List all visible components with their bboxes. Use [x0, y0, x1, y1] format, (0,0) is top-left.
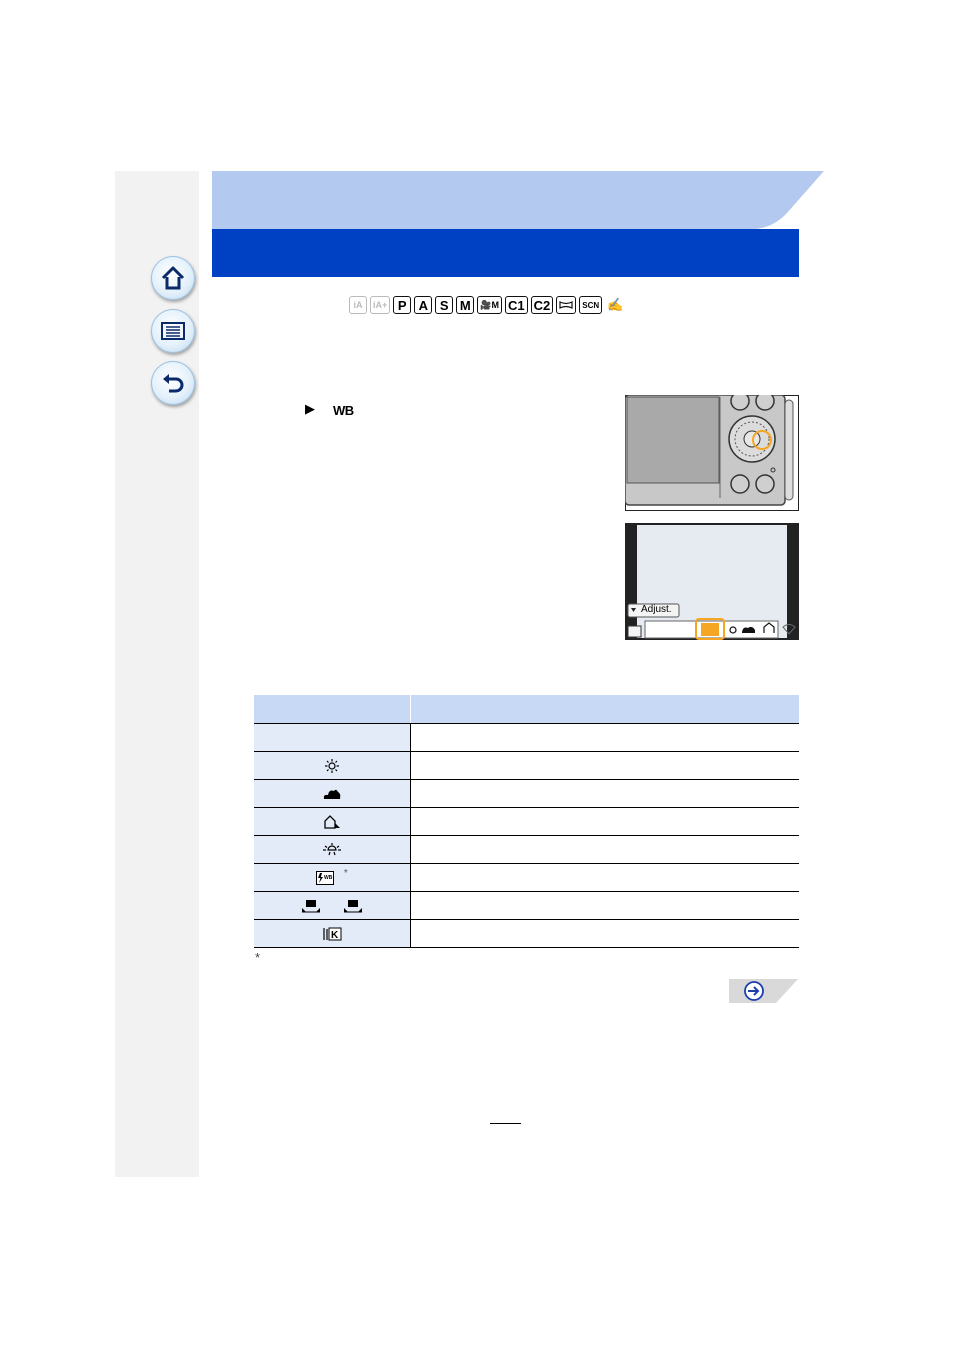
table-cell-icon [254, 807, 411, 835]
table-row [254, 891, 799, 919]
step-arrow-icon: ▶ [305, 401, 315, 416]
table-cell-icon [254, 891, 411, 919]
mode-c1: C1 [505, 296, 528, 314]
table-header-col1 [254, 695, 411, 723]
mode-c2: C2 [531, 296, 554, 314]
white-balance-table [254, 695, 799, 948]
next-page-arrow-icon [745, 982, 763, 1000]
mode-s: S [435, 296, 453, 314]
svg-text:WB: WB [324, 874, 333, 881]
table-cell-icon [254, 835, 411, 863]
next-page-button[interactable] [729, 979, 798, 1003]
footnote: * [255, 950, 261, 965]
back-arrow-icon [159, 369, 187, 397]
mode-scn: SCN [579, 296, 602, 314]
table-cell-icon [254, 919, 411, 947]
table-cell-desc [411, 835, 800, 863]
shade-icon [323, 815, 341, 829]
mode-p: P [393, 296, 411, 314]
creative-control-icon: ✍ [607, 297, 624, 312]
color-temperature-icon [322, 927, 342, 941]
contents-button[interactable] [151, 309, 195, 353]
table-row [254, 835, 799, 863]
wb-button-label: WB [333, 403, 354, 418]
intelligent-auto-icon: iA [349, 296, 367, 314]
sun-icon [325, 759, 339, 773]
table-cell-icon [254, 723, 411, 751]
header-banner-dark [212, 229, 799, 277]
table-header-row [254, 695, 799, 723]
table-cell-desc [411, 723, 800, 751]
table-header-col2 [411, 695, 800, 723]
home-icon [159, 264, 187, 292]
white-set-2-icon [343, 897, 363, 912]
camera-back-illustration [625, 395, 799, 511]
incandescent-icon [323, 843, 341, 857]
wb-screen-illustration [625, 523, 799, 640]
page-number-underline [490, 1123, 521, 1124]
adjust-label: Adjust. [641, 604, 672, 615]
table-row [254, 723, 799, 751]
table-cell-desc [411, 891, 800, 919]
table-cell-desc [411, 807, 800, 835]
svg-text:K: K [331, 929, 339, 941]
table-cell-icon [254, 779, 411, 807]
header-banner-light [212, 171, 824, 229]
table-cell-desc [411, 863, 800, 891]
table-cell-icon [254, 751, 411, 779]
list-icon [159, 317, 187, 345]
table-row [254, 779, 799, 807]
table-cell-icon [254, 863, 411, 891]
table-row [254, 751, 799, 779]
cloud-icon [323, 788, 341, 800]
table-row [254, 919, 799, 947]
table-row [254, 863, 799, 891]
home-button[interactable] [151, 256, 195, 300]
back-button[interactable] [151, 361, 195, 405]
flash-wb-icon [316, 871, 334, 885]
mode-m: M [456, 296, 474, 314]
mode-a: A [414, 296, 432, 314]
white-set-icon [301, 897, 325, 912]
movie-manual-icon: 🎥 M [477, 296, 502, 314]
footnote-mark: * [343, 868, 348, 880]
table-cell-desc [411, 779, 800, 807]
movie-manual-label: M [491, 300, 499, 310]
recording-mode-icons [349, 295, 625, 315]
intelligent-auto-plus-icon: iA+ [370, 296, 390, 314]
panorama-icon [556, 296, 576, 314]
table-cell-desc [411, 751, 800, 779]
table-cell-desc [411, 919, 800, 947]
table-row [254, 807, 799, 835]
